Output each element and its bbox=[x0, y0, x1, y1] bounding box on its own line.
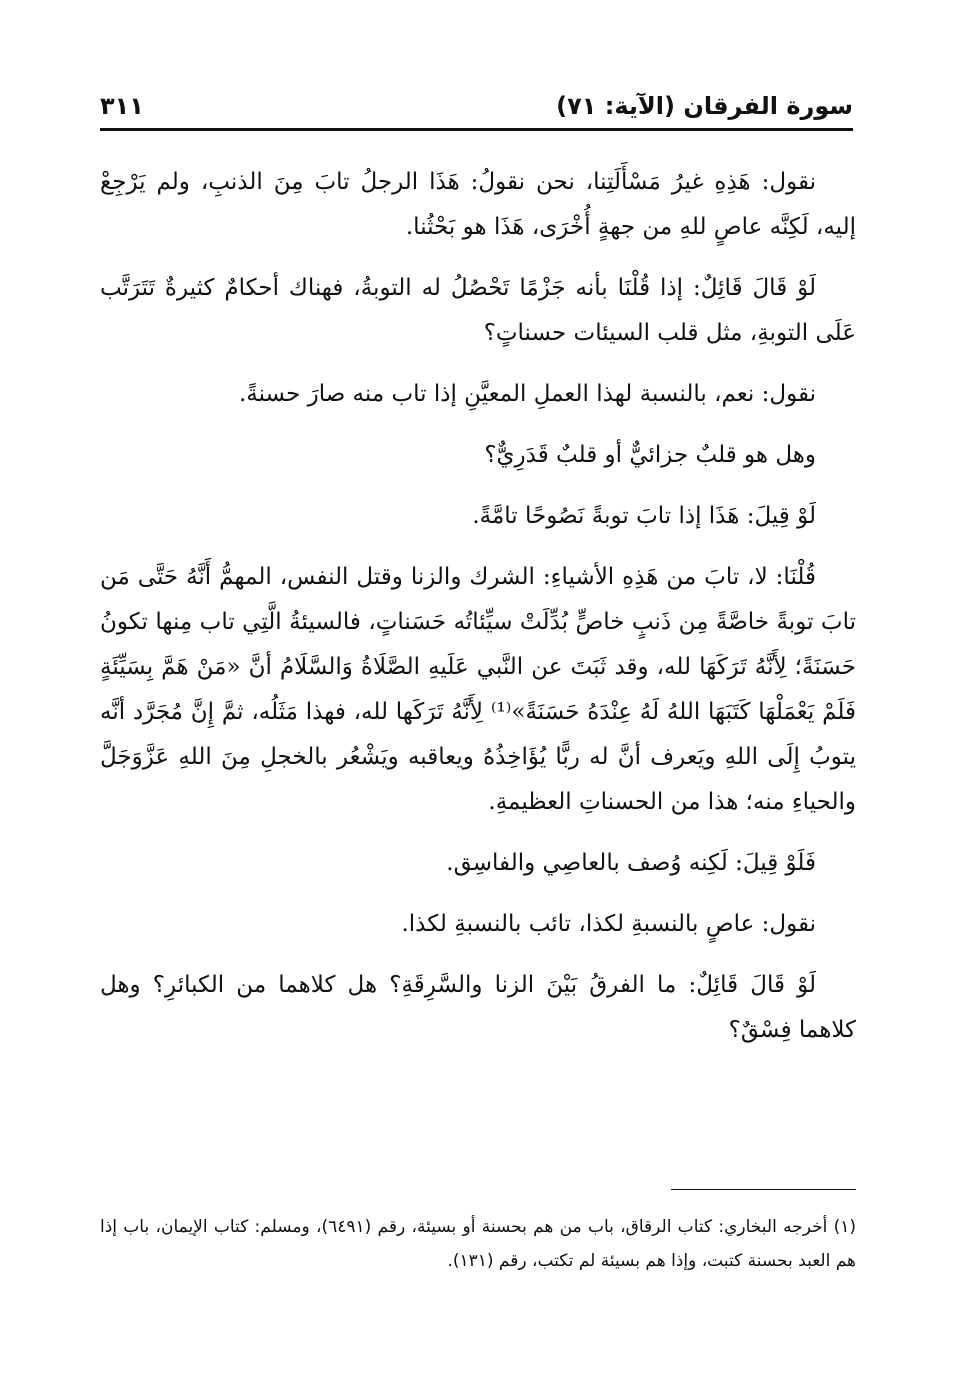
paragraph-3: نقول: نعم، بالنسبة لهذا العملِ المعيَّنِ إذا تاب منه صارَ حسنةً. bbox=[238, 381, 816, 407]
paragraph-1: نقول: هَذِهِ غيرُ مَسْأَلَتِنا، نحن نقولُ: هَذَا الرجلُ تابَ مِنَ الذنبِ، ولم يَرْجِعْ إليه، لَكِنَّه عاصٍ للهِ من جهةٍ أُخْرَى، هَذَا هو بَحْثُنا. bbox=[100, 169, 856, 240]
surah-title: سورة الفرقان (الآية: ٧١) bbox=[556, 92, 853, 120]
paragraph-6: قُلْنَا: لا، تابَ من هَذِهِ الأشياءِ: الشرك والزنا وقتل النفس، المهمُّ أَنَّهُ حَتَّى مَن تابَ توبةً خاصَّةً مِن ذَنبٍ خاصٍّ بُدِّلَتْ سيِّئاتُه حَسَناتٍ، فالسيئةُ الَّتِي تاب مِنها تكونُ حَسَنَةً؛ لِأَنَّهُ تَرَكَهَا لله، وقد ثَبَتَ عن النَّبي عَلَيهِ الصَّلَاةُ وَالسَّلَامُ أنَّ «مَنْ هَمَّ بِسَيِّئَةٍ فَلَمْ يَعْمَلْهَا كَتَبَهَا اللهُ لَهُ عِنْدَهُ حَسَنَةً»⁽¹⁾ لِأَنَّهُ تَرَكَها لله، فهذا مَثَلُه، ثمَّ إِنَّ مُجَرَّد أنَّه يتوبُ إِلَى اللهِ ويَعرف أنَّ له ربًّا يُؤَاخِذُهُ ويعاقبه ويَشْعُر بالخجلِ مِنَ اللهِ عَزَّوَجَلَّ والحياءِ منه؛ هذا من الحسناتِ العظيمةِ. bbox=[100, 564, 856, 815]
footnote-separator bbox=[671, 1189, 856, 1190]
paragraph-4: وهل هو قلبٌ جزائيٌّ أو قلبٌ قَدَرِيٌّ؟ bbox=[484, 442, 816, 468]
running-header bbox=[100, 88, 853, 131]
paragraph-5: لَوْ قِيلَ: هَذَا إذا تابَ توبةً نَصُوحًا تامَّةً. bbox=[472, 503, 816, 529]
footnote: (١) أخرجه البخاري: كتاب الرقاق، باب من هم بحسنة أو بسيئة، رقم (٦٤٩١)، ومسلم: كتاب الإيمان، باب إذا هم العبد بحسنة كتبت، وإذا هم بسيئة لم تكتب، رقم (١٣١). bbox=[100, 1217, 856, 1271]
paragraph-2: لَوْ قَالَ قَائِلٌ: إذا قُلْنَا بأنه جَزْمًا تَحْصُلُ له التوبةُ، فهناك أحكامٌ كثيرةٌ تَتَرَتَّب عَلَى التوبةِ، مثل قلب السيئات حسناتٍ؟ bbox=[100, 275, 856, 346]
paragraph-7: فَلَوْ قِيلَ: لَكِنه وُصف بالعاصِي والفاسِق. bbox=[446, 850, 816, 876]
paragraph-8: نقول: عاصٍ بالنسبةِ لكذا، تائب بالنسبةِ لكذا. bbox=[401, 911, 816, 937]
paragraph-9: لَوْ قَالَ قَائِلٌ: ما الفرقُ بَيْنَ الزنا والسَّرِقَةِ؟ هل كلاهما من الكبائرِ؟ وهل كلاهما فِسْقٌ؟ bbox=[100, 972, 856, 1043]
main-text bbox=[100, 160, 856, 1069]
page-number: ٣١١ bbox=[100, 92, 144, 120]
